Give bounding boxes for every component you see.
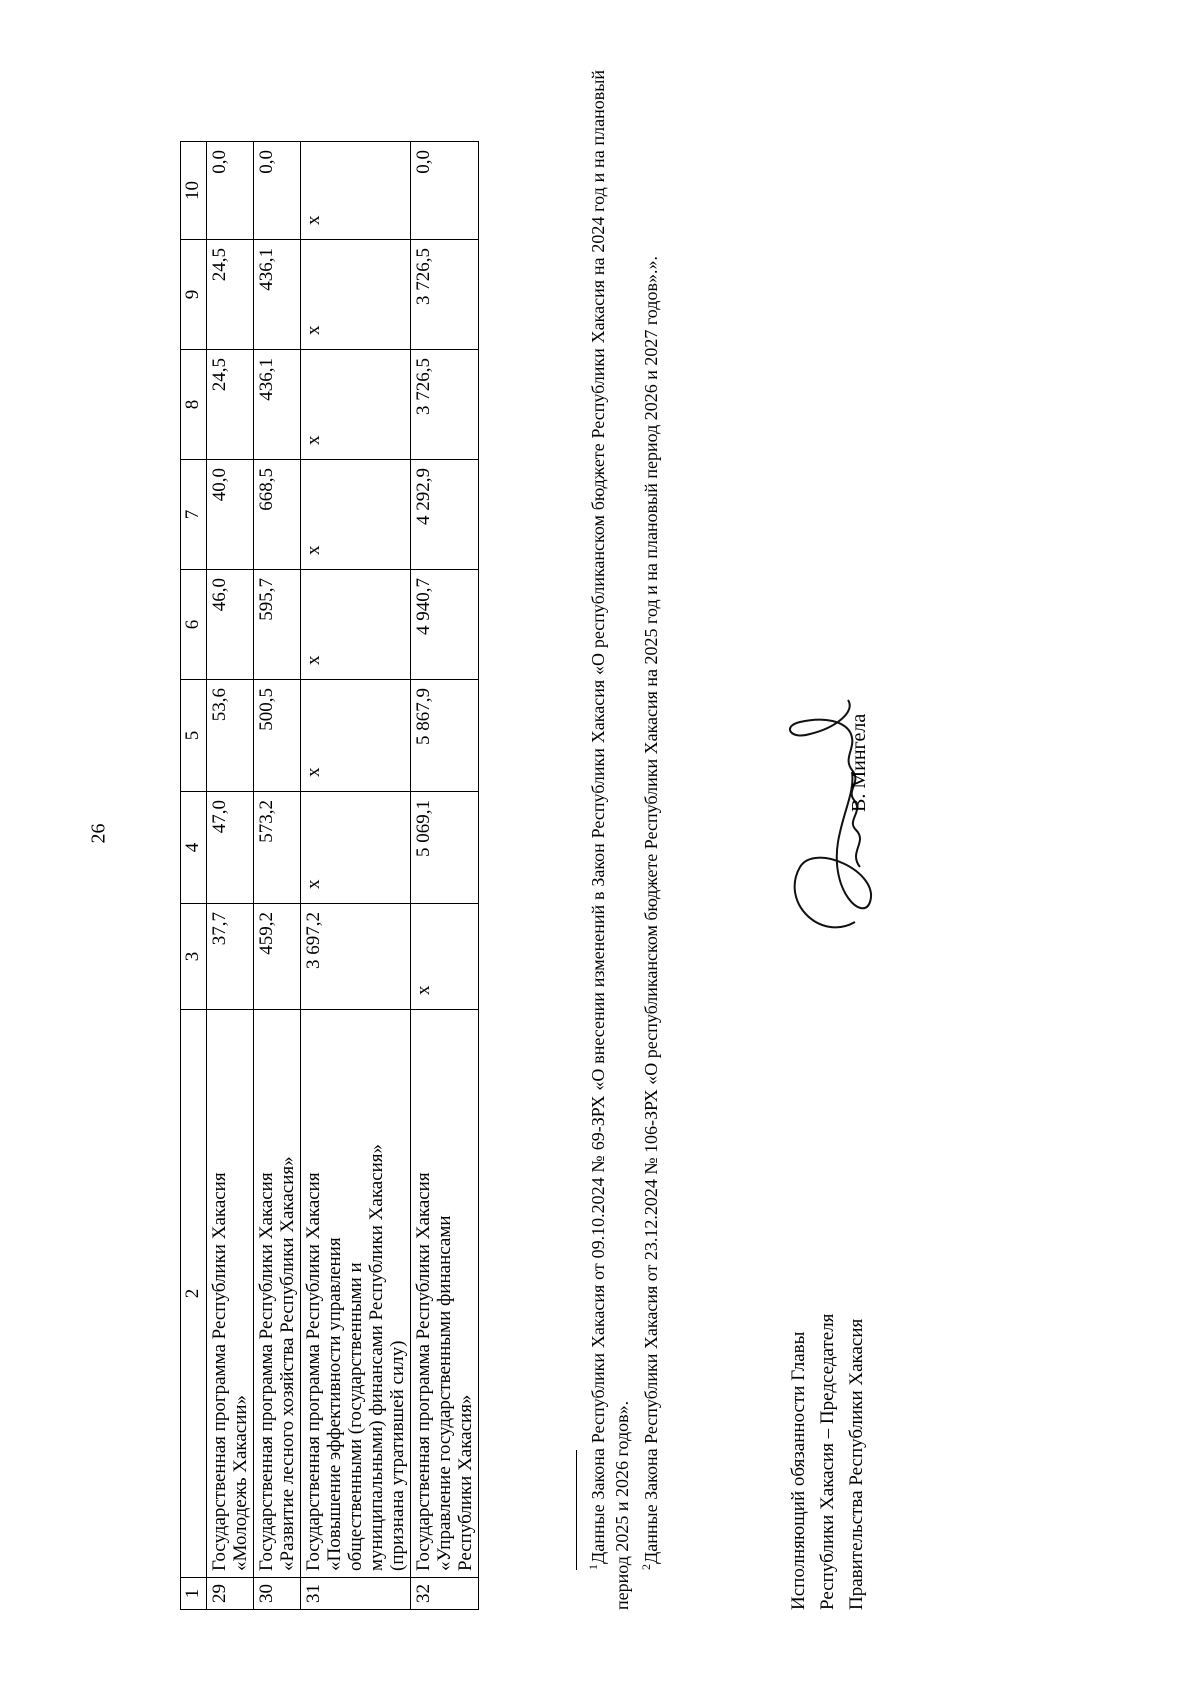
value-cell-c5: 53,6 [207, 680, 254, 792]
value-cell-c10: 0,0 [411, 142, 479, 240]
value-cell-c7: 40,0 [207, 460, 254, 570]
column-header: 7 [181, 460, 207, 570]
footnote-text: Данные Закона Республики Хакасия от 09.10.2024 № 69-ЗРХ «О внесении изменений в Закон Республики Хакасия «О республиканском бюджете Республики Хакасия на 2024 год и на плановый период 2025 и 2026 годов». [588, 70, 632, 1610]
value-cell-c6: 595,7 [254, 570, 301, 680]
program-name-line: Государственная программа Республики Хакасия [256, 1172, 277, 1571]
program-name-line: «Развитие лесного хозяйства Республики Хакасия» [277, 1156, 298, 1571]
row-number: 29 [207, 1578, 254, 1610]
value-cell-c7: 668,5 [254, 460, 301, 570]
program-name-line: «Молодежь Хакасии» [230, 1394, 251, 1571]
value-cell-c9: 24,5 [207, 240, 254, 350]
value-cell-c7: 4 292,9 [411, 460, 479, 570]
column-header: 6 [181, 570, 207, 680]
column-header: 4 [181, 792, 207, 904]
value-cell-c3: 3 697,2 [301, 904, 411, 1010]
table-row [411, 142, 479, 1610]
position-line: Республики Хакасия – Председателя [817, 1313, 838, 1610]
value-cell-c8: 436,1 [254, 350, 301, 460]
column-header: 3 [181, 904, 207, 1010]
column-header: 5 [181, 680, 207, 792]
value-cell-c10: 0,0 [254, 142, 301, 240]
table-row [254, 142, 301, 1610]
footnotes [576, 70, 663, 1610]
value-cell-c7: x [301, 460, 411, 570]
value-cell-c3: 37,7 [207, 904, 254, 1010]
value-cell-c4: 573,2 [254, 792, 301, 904]
value-cell-c8: 24,5 [207, 350, 254, 460]
column-header: 9 [181, 240, 207, 350]
row-number: 30 [254, 1578, 301, 1610]
value-cell-c4: 47,0 [207, 792, 254, 904]
signer-name: В. Мингела [848, 713, 870, 812]
program-name-line: Государственная программа Республики Хакасия [303, 1172, 324, 1571]
program-name-line: Республики Хакасия» [455, 1394, 476, 1571]
footnote-marker: 1 [586, 1564, 600, 1570]
value-cell-c9: x [301, 240, 411, 350]
rotated-landscape-content [0, 22, 1200, 1682]
program-name-line: (признана утратившей силу) [387, 1340, 408, 1571]
value-cell-c6: 4 940,7 [411, 570, 479, 680]
program-name-line: «Управление государственными финансами [434, 1215, 455, 1571]
value-cell-c3: x [411, 904, 479, 1010]
program-name-line: муниципальными) финансами Республики Хакасия» [366, 1143, 387, 1571]
footnote-marker: 2 [639, 1564, 653, 1570]
page-number: 26 [87, 823, 110, 843]
footnote-2 [634, 70, 663, 1610]
program-name-cell [254, 1010, 301, 1578]
table-header-row [181, 142, 207, 1610]
value-cell-c6: 46,0 [207, 570, 254, 680]
table-row [301, 142, 411, 1610]
program-name-line: общественными (государственными и [345, 1262, 366, 1571]
row-number: 31 [301, 1578, 411, 1610]
value-cell-c5: 5 867,9 [411, 680, 479, 792]
value-cell-c9: 436,1 [254, 240, 301, 350]
footnote-text: Данные Закона Республики Хакасия от 23.12.2024 № 106-ЗРХ «О республиканском бюджете Республики Хакасия на 2025 год и на плановый период 2026 и 2027 годов».». [641, 256, 661, 1564]
value-cell-c5: x [301, 680, 411, 792]
position-line: Правительства Республики Хакасия [846, 1318, 867, 1610]
budget-table [180, 141, 479, 1610]
program-name-line: Государственная программа Республики Хакасия [413, 1172, 434, 1571]
program-name-line: «Повышение эффективности управления [324, 1237, 345, 1571]
value-cell-c4: x [301, 792, 411, 904]
column-header: 2 [181, 1010, 207, 1578]
column-header: 8 [181, 350, 207, 460]
signatory-position [784, 1110, 871, 1610]
value-cell-c8: x [301, 350, 411, 460]
table-row [207, 142, 254, 1610]
footnote-separator [576, 1450, 577, 1570]
handwritten-signature [760, 662, 910, 962]
value-cell-c5: 500,5 [254, 680, 301, 792]
value-cell-c3: 459,2 [254, 904, 301, 1010]
value-cell-c10: x [301, 142, 411, 240]
column-header: 1 [181, 1578, 207, 1610]
program-name-cell [207, 1010, 254, 1578]
program-name-cell [411, 1010, 479, 1578]
footnote-1 [581, 70, 634, 1610]
value-cell-c10: 0,0 [207, 142, 254, 240]
position-line: Исполняющий обязанности Главы [788, 1331, 809, 1610]
program-name-line: Государственная программа Республики Хакасия [209, 1172, 230, 1571]
value-cell-c6: x [301, 570, 411, 680]
table-body [181, 142, 479, 1610]
value-cell-c8: 3 726,5 [411, 350, 479, 460]
column-header: 10 [181, 142, 207, 240]
program-name-cell [301, 1010, 411, 1578]
value-cell-c4: 5 069,1 [411, 792, 479, 904]
row-number: 32 [411, 1578, 479, 1610]
value-cell-c9: 3 726,5 [411, 240, 479, 350]
